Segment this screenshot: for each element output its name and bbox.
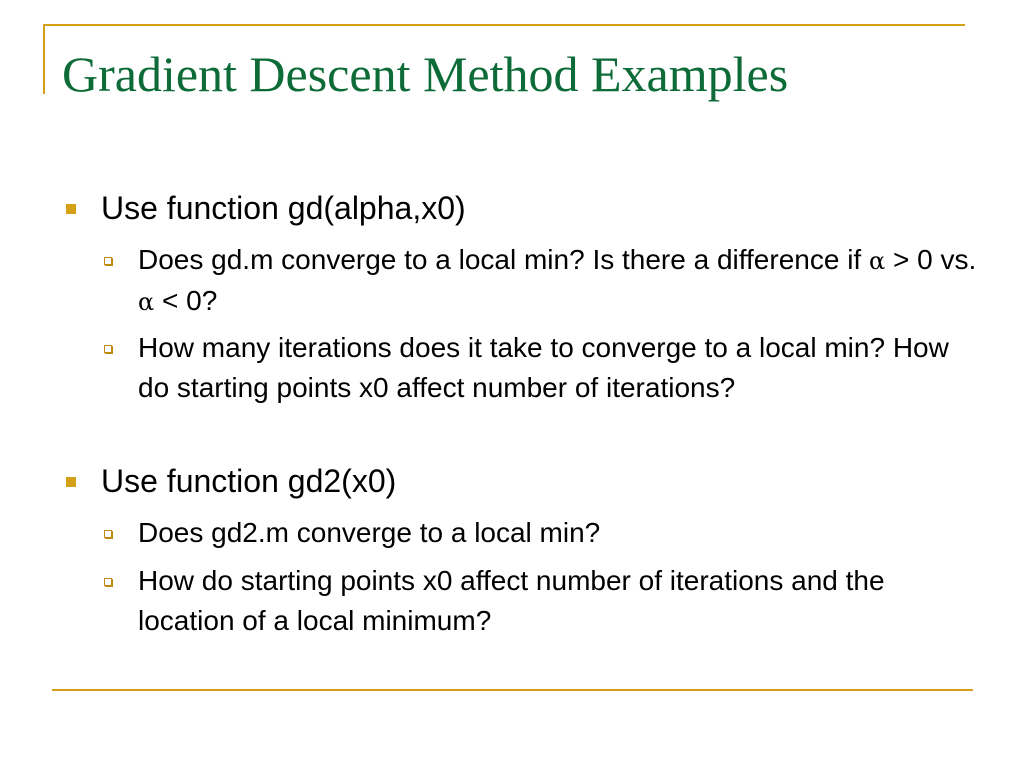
bullet-text: Use function gd(alpha,x0) [101, 190, 466, 226]
hollow-square-bullet-icon [104, 345, 112, 353]
hollow-square-bullet-icon [104, 530, 112, 538]
square-bullet-icon [66, 204, 76, 214]
hollow-square-bullet-icon [104, 257, 112, 265]
footer-rule [52, 689, 973, 691]
alpha-symbol: α [868, 247, 886, 275]
text-segment: Does gd.m converge to a local min? Is there a difference if [138, 244, 869, 275]
title-left-rule [43, 24, 45, 94]
sub-bullet-item-1-2 [100, 328, 980, 408]
title-top-rule [43, 24, 965, 26]
text-segment: < 0? [154, 285, 218, 316]
sub-bullet-text [138, 240, 980, 322]
bullet-text: Use function gd2(x0) [101, 463, 397, 499]
alpha-symbol: α [138, 288, 155, 316]
sub-bullet-text: How many iterations does it take to converge to a local min? How do starting points x0 affect number of iterations? [138, 332, 949, 403]
hollow-square-bullet-icon [104, 578, 112, 586]
sub-bullet-text: Does gd2.m converge to a local min? [138, 517, 601, 548]
sub-bullet-item-2-2 [100, 561, 980, 641]
sub-bullet-text: How do starting points x0 affect number of iterations and the location of a local minimum? [138, 565, 885, 636]
sub-bullet-item-1-1 [100, 240, 980, 322]
text-segment: > 0 vs. [885, 244, 977, 275]
slide-title: Gradient Descent Method Examples [62, 46, 789, 102]
square-bullet-icon [66, 477, 76, 487]
sub-bullet-item-2-1 [100, 513, 980, 553]
